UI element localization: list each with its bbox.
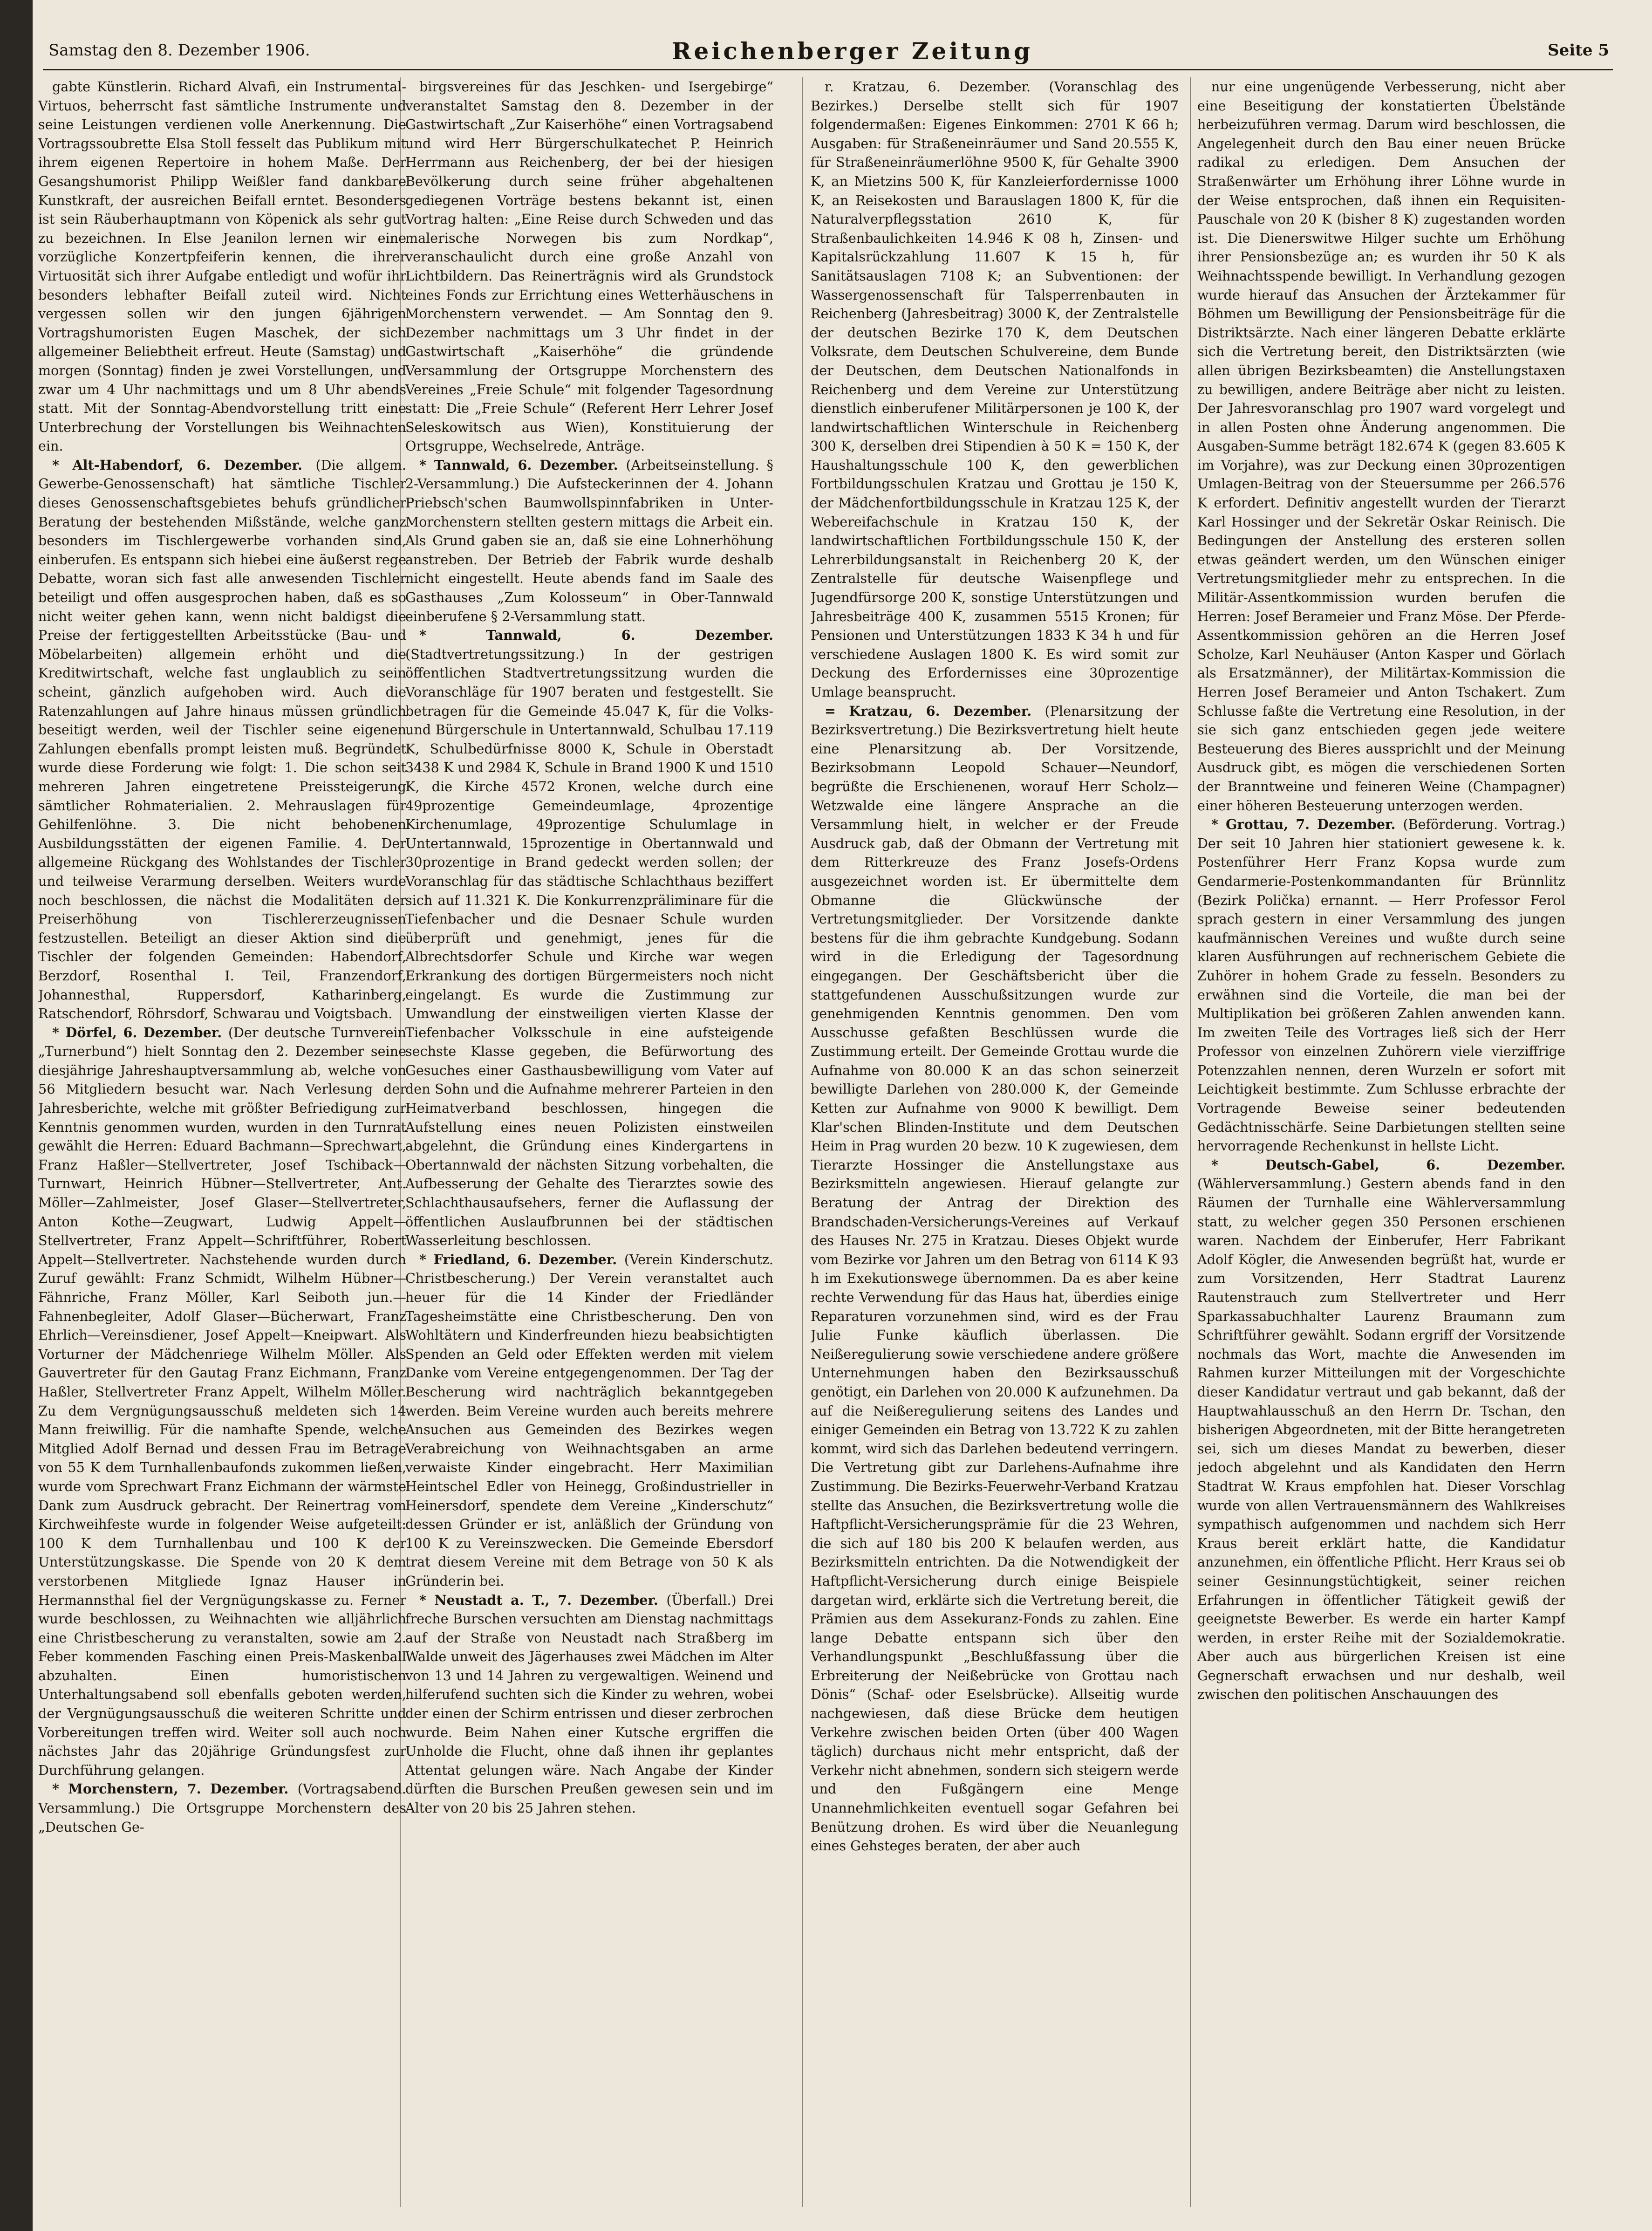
page-header bbox=[43, 37, 1613, 70]
column-1 bbox=[38, 77, 406, 2211]
article-dateline: * Alt-Habendorf, 6. Dezember. bbox=[52, 457, 316, 473]
article-text: (Die allgem. Gewerbe-Genossenschaft) hat sämtliche Tischler dieses Genossenschaftsgebietes behufs gründlicher Beratung der bestehenden Mißstände, welche ganz besonders im Tischlergewerbe vorhanden sind, einberufen. Es entspann sich hiebei eine äußerst rege Debatte, woran sich fast alle anwesenden Tischler beteiligt und offen ausgesprochen haben, daß es so nicht weiter gehen kann, wenn nicht baldigst die Preise der fertiggestellten Arbeitsstücke (Bau- und Möbelarbeiten) allgemein erhöht und die Kreditwirtschaft, welche fast unglaublich zu sein scheint, gänzlich aufgehoben wird. Auch die Ratenzahlungen auf Jahre hinaus müssen gründlich beseitigt werden, weil der Tischler seine eigenen Zahlungen ebenfalls prompt leisten muß. Begründet wurde diese Forderung wie folgt: 1. Die schon seit mehreren Jahren eingetretene Preissteigerung sämtlicher Rohmaterialien. 2. Mehrauslagen für Gehilfenlöhne. 3. Die nicht behobenen Ausbildungsstätten der eigenen Familie. 4. Der allgemeine Rückgang des Wohlstandes der Tischler und teilweise Verarmung derselben. Weiters wurde noch beschlossen, die nächst die Modalitäten der Preiserhöhung von Tischlererzeugnissen festzustellen. Beteiligt an dieser Aktion sind die Tischler der folgenden Gemeinden: Habendorf, Berzdorf, Rosenthal I. Teil, Franzendorf, Johannesthal, Ruppersdorf, Katharinberg, Ratschendorf, Röhrsdorf, Schwarau und Voigtsbach. bbox=[38, 457, 406, 1022]
article-text: (Beförderung. Vortrag.) Der seit 10 Jahren hier stationiert gewesene k. k. Postenführer Herr Franz Kopsa wurde zum Gendarmerie-Postenkommandanten für Brünnlitz (Bezirk Polička) ernannt. — Herr Professor Ferol sprach gestern in einer Versammlung des jungen kaufmännischen Vereines und wußte durch seine klaren Ausführungen auf rechnerischem Gebiete die Zuhörer in hohem Grade zu fesseln. Besonders zu erwähnen sind die Vorteile, die man bei der Multiplikation bei größeren Zahlen anwenden kann. Im zweiten Teile des Vortrages ließ sich der Herr Professor von einzelnen Zuhörern viele vierziffrige Potenzzahlen nennen, deren Wurzeln er sofort mit Leichtigkeit bestimmte. Zum Schlusse erbrachte der Vortragende Beweise seiner bedeutenden Gedächtnisschärfe. Seine Darbietungen stellten seine hervorragende Rechenkunst in hellste Licht. bbox=[1197, 816, 1565, 1154]
article-dateline: * Deutsch-Gabel, 6. Dezember. bbox=[1211, 1157, 1565, 1173]
article-paragraph bbox=[1197, 1156, 1565, 1704]
column-rule bbox=[802, 77, 803, 2207]
article-paragraph bbox=[405, 1591, 773, 1818]
article-text: (Verein Kinderschutz. Christbescherung.) Der Verein veranstaltet auch heuer für die 14 Kinder der Friedländer Tagesheimstätte eine Christbescherung. Den von Wohltätern und Kinderfreunden hiezu beabsichtigten Spenden an Geld oder Effekten werden mit vielem Danke vom Vereine entgegengenommen. Der Tag der Bescherung wird nachträglich bekanntgegeben werden. Beim Vereine wurden auch bereits mehrere Ansuchen aus Gemeinden des Bezirkes wegen Verabreichung von Weihnachtsgaben an arme verwaiste Kinder eingebracht. Herr Maximilian Heintschel Edler von Heinegg, Großindustrieller in Heinersdorf, spendete dem Vereine „Kinderschutz“ dessen Gründer er ist, anläßlich der Gründung von 100 K zu Vereinszwecken. Die Gemeinde Ebersdorf trat diesem Vereine mit dem Betrage von 50 K als Gründerin bei. bbox=[405, 1251, 773, 1589]
article-text: birgsvereines für das Jeschken- und Isergebirge“ veranstaltet Samstag den 8. Dezember in der Gastwirtschaft „Zur Kaiserhöhe“ einen Vortragsabend und wird Herr Bürgerschulkatechet P. Heinrich Herrmann aus Reichenberg, der bei der hiesigen Bevölkerung durch seine früher abgehaltenen gediegenen Vorträge bestens bekannt ist, einen Vortrag halten: „Eine Reise durch Schweden und das malerische Norwegen bis zum Nordkap“, veranschaulicht durch eine große Anzahl von Lichtbildern. Das Reinerträgnis wird als Grundstock eines Fonds zur Errichtung eines Wetterhäuschens in Morchenstern verwendet. — Am Sonntag den 9. Dezember nachmittags um 3 Uhr findet in der Gastwirtschaft „Kaiserhöhe“ die gründende Versammlung der Ortsgruppe Morchenstern des Vereines „Freie Schule“ mit folgender Tagesordnung statt: Die „Freie Schule“ (Referent Herr Lehrer Josef Seleskowitsch aus Wien), Konstituierung der Ortsgruppe, Wechselrede, Anträge. bbox=[405, 79, 773, 454]
article-text: (Plenarsitzung der Bezirksvertretung.) Die Bezirksvertretung hielt heute eine Plenarsitzung ab. Der Vorsitzende, Bezirksobmann Leopold Schauer—Neundorf, begrüßte die Erschienenen, worauf Herr Scholz—Wetzwalde eine längere Ansprache an die Versammlung hielt, in welcher er der Freude Ausdruck gab, daß der Obmann der Vertretung mit dem Ritterkreuze des Franz Josefs-Ordens ausgezeichnet worden ist. Er übermittelte dem Obmanne die Glückwünsche der Vertretungsmitglieder. Der Vorsitzende dankte bestens für die ihm gebrachte Kundgebung. Sodann wird in die Erledigung der Tagesordnung eingegangen. Der Geschäftsbericht über die stattgefundenen Ausschußsitzungen wurde zur genehmigenden Kenntnis genommen. Den vom Ausschusse gefaßten Beschlüssen wurde die Zustimmung erteilt. Der Gemeinde Grottau wurde die Aufnahme von 80.000 K an das schon seinerzeit bewilligte Darlehen von 280.000 K, der Gemeinde Ketten zur Aufnahme von 9000 K bewilligt. Dem Klar'schen Blinden-Institute und dem Deutschen Heim in Prag wurden 20 bezw. 10 K zugewiesen, dem Tierarzte Hossinger die Anstellungstaxe aus Bezirksmitteln angewiesen. Hierauf gelangte zur Beratung der Antrag der Direktion des Brandschaden-Versicherungs-Vereines auf Verkauf des Hauses Nr. 275 in Kratzau. Dieses Objekt wurde vom Bezirke vor Jahren um den Betrag von 6114 K 93 h im Exekutionswege übernommen. Da es aber keine rechte Verwendung für das Haus hat, überdies einige Reparaturen vorzunehmen sind, wird es der Frau Julie Funke käuflich überlassen. Die Neißeregulierung sowie verschiedene andere größere Unternehmungen haben den Bezirksausschuß genötigt, ein Darlehen von 20.000 K aufzunehmen. Da auf die Neißeregulierung seitens des Landes und einiger Gemeinden ein Betrag von 13.722 K zu zahlen kommt, wird sich das Darlehen bedeutend verringern. Die Vertretung gibt zur Darlehens-Aufnahme ihre Zustimmung. Die Bezirks-Feuerwehr-Verband Kratzau stellte das Ansuchen, die Bezirksvertretung wolle die Haftpflicht-Versicherungsprämie für die 23 Wehren, die sich auf 180 bis 200 K belaufen werden, aus Bezirksmitteln entrichten. Da die Notwendigkeit der Haftpflicht-Versicherung durch einige Beispiele dargetan wird, erklärte sich die Vertretung bereit, die Prämien aus dem Assekuranz-Fonds zu zahlen. Eine lange Debatte entspann sich über den Verhandlungspunkt „Beschlußfassung über die Erbreiterung der Neißebrücke von Grottau nach Dönis“ (Schaf- oder Eselsbrücke). Allseitig wurde nachgewiesen, daß diese Brücke dem heutigen Verkehre zwischen beiden Orten (über 400 Wagen täglich) durchaus nicht mehr entspricht, daß der Verkehr nicht abnehmen, sondern sich steigern werde und den Fußgängern eine Menge Unannehmlichkeiten eventuell sogar Gefahren bei Benützung drohen. Es wird über die Neuanlegung eines Gehsteges beraten, der aber auch bbox=[811, 703, 1179, 1854]
article-text: (Arbeitseinstellung. § 2-Versammlung.) Die Aufsteckerinnen der 4. Johann Priebsch'schen Baumwollspinnfabriken in Unter-Morchenstern stellten gestern mittags die Arbeit ein. Als Grund gaben sie an, daß sie eine Lohnerhöhung anstreben. Der Betrieb der Fabrik wurde deshalb nicht eingestellt. Heute abends fand im Saale des Gasthauses „Zum Kolosseum“ in Ober-Tannwald einberufene § 2-Versammlung statt. bbox=[405, 457, 773, 624]
article-dateline: * Neustadt a. T., 7. Dezember. bbox=[419, 1592, 667, 1608]
article-paragraph bbox=[38, 77, 406, 456]
article-dateline: * Friedland, 6. Dezember. bbox=[419, 1251, 624, 1267]
newspaper-title: Reichenberger Zeitung bbox=[672, 37, 1033, 65]
article-dateline: = Kratzau, 6. Dezember. bbox=[825, 703, 1045, 719]
column-rule bbox=[1190, 77, 1191, 2207]
article-paragraph bbox=[405, 626, 773, 1250]
article-dateline: * Tannwald, 6. Dezember. bbox=[419, 457, 626, 473]
article-dateline: * Morchenstern, 7. Dezember. bbox=[52, 1781, 298, 1797]
article-paragraph bbox=[38, 1779, 406, 1836]
article-paragraph bbox=[405, 456, 773, 626]
article-paragraph bbox=[38, 1023, 406, 1780]
article-paragraph bbox=[811, 77, 1179, 702]
article-text: (Wählerversammlung.) Gestern abends fand in den Räumen der Turnhalle eine Wählerversammlung statt, zu welcher gegen 350 Personen erschienen waren. Nachdem der Einberufer, Herr Fabrikant Adolf Kögler, die Anwesenden begrüßt hat, wurde er zum Vorsitzenden, Herr Stadtrat Laurenz Rautenstrauch zum Stellvertreter und Herr Sparkassabuchhalter Laurenz Braumann zum Schriftführer gewählt. Sodann ergriff der Vorsitzende nochmals das Wort, machte die Anwesenden im Rahmen kurzer Mitteilungen mit der Vorgeschichte dieser Kandidatur vertraut und gab bekannt, daß der Hauptwahlausschuß an den Herrn Dr. Tschan, den bisherigen Abgeordneten, mit der Bitte herangetreten sei, sich um dieses Mandat zu bewerben, dieser jedoch abgelehnt und als Kandidaten den Herrn Stadtrat W. Kraus empfohlen hat. Dieser Vorschlag wurde von allen Vertrauensmännern des Wahlkreises sympathisch aufgenommen und nachdem sich Herr Kraus bereit erklärt hatte, die Kandidatur anzunehmen, ein öffentliche Pflicht. Herr Kraus sei ob seiner Gesinnungstüchtigkeit, seiner reichen Erfahrungen in öffentlicher Tätigkeit gewiß der geeignetste Bewerber. Es werde ein harter Kampf werden, in erster Reihe mit der Sozialdemokratie. Aber auch aus bürgerlichen Kreisen ist eine Gegnerschaft erwachsen und nur deshalb, weil zwischen den politischen Anschauungen des bbox=[1197, 1176, 1565, 1703]
article-paragraph bbox=[1197, 77, 1565, 815]
article-dateline: * Tannwald, 6. Dezember. bbox=[419, 627, 773, 643]
article-paragraph bbox=[1197, 815, 1565, 1156]
article-text: gabte Künstlerin. Richard Alvafi, ein Instrumental-Virtuos, beherrscht fast sämtliche Instrumente und seine Leistungen verdienen volle Anerkennung. Die Vortragssoubrette Elsa Stoll fesselt das Publikum mit ihrem eigenen Repertoire in hohem Maße. Der Gesangshumorist Philipp Weißler fand dankbare Kunstkraft, der ausreichen Beifall erntet. Besonders ist sein Räuberhauptmann von Köpenick als sehr gut zu bezeichnen. In Else Jeanilon lernen wir eine vorzügliche Konzertpfeiferin kennen, die ihrer Virtuosität sich ihrer Aufgabe entledigt und wofür ihr besonders lebhafter Beifall zuteil wird. Nicht vergessen sollen wir den jungen 6jährigen Vortragshumoristen Eugen Maschek, der sich allgemeiner Beliebtheit erfreut. Heute (Samstag) und morgen (Sonntag) finden je zwei Vorstellungen, und zwar um 4 Uhr nachmittags und um 8 Uhr abends statt. Mit der Sonntag-Abendvorstellung tritt eine Unterbrechung der Vorstellungen bis Weihnachten ein. bbox=[38, 79, 406, 454]
header-date: Samstag den 8. Dezember 1906. bbox=[48, 41, 310, 60]
article-text: r. Kratzau, 6. Dezember. (Voranschlag des Bezirkes.) Derselbe stellt sich für 1907 folgendermaßen: Eigenes Einkommen: 2701 K 66 h; Ausgaben: für Straßeneinräumer und Sand 20.555 K, für Straßeneinräumerlöhne 9500 K, für Gehalte 3900 K, an Mietzins 500 K, für Kanzleierfordernisse 1000 K, an Reisekosten und Barauslagen 1800 K, für die Naturalverpflegsstation 2610 K, für Straßenbaulichkeiten 14.946 K 08 h, Zinsen- und Kapitalsrückzahlung 11.607 K 15 h, für Sanitätsauslagen 7108 K; an Subventionen: der Wassergenossenschaft für Talsperrenbauten in Reichenberg (Jahresbeitrag) 3000 K, der Zentralstelle der deutschen Bezirke 170 K, dem Deutschen Volksrate, dem Deutschen Schulvereine, dem Bunde der Deutschen, dem Deutschen Nationalfonds in Reichenberg und dem Vereine zur Unterstützung dienstlich einberufener Militärpersonen je 100 K, der landwirtschaftlichen Winterschule in Reichenberg 300 K, derselben drei Stipendien à 50 K = 150 K, der Haushaltungsschule 100 K, den gewerblichen Fortbildungsschulen Kratzau und Grottau je 150 K, der Mädchenfortbildungsschule in Kratzau 125 K, der Webereifachschule in Kratzau 150 K, der landwirtschaftlichen Fortbildungsschule 150 K, der Lehrerbildungsanstalt in Reichenberg 20 K, der Zentralstelle für deutsche Waisenpflege und Jugendfürsorge 200 K, sonstige Unterstützungen und Jahresbeiträge 400 K, zusammen 5515 Kronen; für Pensionen und Unterstützungen 1833 K 34 h und für verschiedene Auslagen 1800 K. Es wird somit zur Deckung des Erfordernisses eine 30prozentige Umlage beansprucht. bbox=[811, 79, 1179, 700]
article-text: (Der deutsche Turnverein „Turnerbund“) hielt Sonntag den 2. Dezember seine diesjährige Jahreshauptversammlung ab, welche von 56 Mitgliedern besucht war. Nach Verlesung der Jahresberichte, welche mit größter Befriedigung zur Kenntnis genommen wurden, wurden in den Turnrat gewählt die Herren: Eduard Bachmann—Sprechwart, Franz Haßler—Stellvertreter, Josef Tschiback—Turnwart, Heinrich Hübner—Stellvertreter, Ant. Möller—Zahlmeister, Josef Glaser—Stellvertreter, Anton Kothe—Zeugwart, Ludwig Appelt—Stellvertreter, Franz Appelt—Schriftführer, Robert Appelt—Stellvertreter. Nachstehende wurden durch Zuruf gewählt: Franz Schmidt, Wilhelm Hübner—Fähnriche, Franz Möller, Karl Seiboth jun.—Fahnenbegleiter, Adolf Glaser—Bücherwart, Franz Ehrlich—Vereinsdiener, Josef Appelt—Kneipwart. Als Vorturner der Mädchenriege Wilhelm Möller. Als Gauvertreter für den Gautag Franz Eichmann, Franz Haßler, Stellvertreter Franz Appelt, Wilhelm Möller. Zu dem Vergnügungsausschuß meldeten sich 14 Mann freiwillig. Für die namhafte Spende, welche Mitglied Adolf Bernad und dessen Frau im Betrage von 55 K dem Turnhallenbaufonds zukommen ließen, wurde vom Sprechwart Franz Eichmann der wärmste Dank zum Ausdruck gebracht. Der Reinertrag vom Kirchweihfeste wurde in folgender Weise aufgeteilt: 100 K dem Turnhallenbau und 100 K der Unterstützungskasse. Die Spende von 20 K dem verstorbenen Mitgliede Ignaz Hauser in Hermannsthal fiel der Vergnügungskasse zu. Ferner wurde beschlossen, zu Weihnachten wie alljährlich eine Christbescherung zu veranstalten, sowie am 2. Feber kommenden Fasching einen Preis-Maskenball abzuhalten. Einen humoristischen Unterhaltungsabend soll ebenfalls geboten werden, der Vergnügungsausschuß die weiteren Schritte und Vorbereitungen treffen wird. Weiter soll auch noch nächstes Jahr das 20jährige Gründungsfest zur Durchführung gelangen. bbox=[38, 1024, 406, 1778]
article-text: (Stadtvertretungssitzung.) In der gestrigen öffentlichen Stadtvertretungssitzung wurden die Voranschläge für 1907 beraten und festgestellt. Sie betragen für die Gemeinde 45.047 K, für die Volks- und Bürgerschule in Untertannwald, Schulbau 17.119 K, Schulbedürfnisse 8000 K, Schule in Oberstadt 3438 K und 2984 K, Schule in Brand 1900 K und 1510 K, die Kirche 4572 Kronen, welche durch eine 49prozentige Gemeindeumlage, 4prozentige Kirchenumlage, 49prozentige Schulumlage in Untertannwald, 15prozentige in Obertannwald und 30prozentige in Brand gedeckt werden sollen; der Voranschlag für das städtische Schlachthaus beziffert sich auf 11.321 K. Die Konkurrenzpräliminare für die Tiefenbacher und die Desnaer Schule wurden überprüft und genehmigt, jenes für die Albrechtsdorfer Schule und Kirche war wegen Erkrankung des dortigen Bürgermeisters noch nicht eingelangt. Es wurde die Zustimmung zur Umwandlung der einstweiligen vierten Klasse der Tiefenbacher Volksschule in eine aufsteigende sechste Klasse gegeben, die Befürwortung des Gesuches einer Gasthausbewilligung vom Vater auf den Sohn und die Aufnahme mehrerer Parteien in den Heimatverband beschlossen, hingegen die Aufstellung eines neuen Polizisten einstweilen abgelehnt, die Gründung eines Kindergartens in Obertannwald der nächsten Sitzung vorbehalten, die Aufbesserung der Gehalte des Tierarztes sowie des Schlachthausaufsehers, ferner die Auflassung der öffentlichen Auslaufbrunnen bei der städtischen Wasserleitung beschlossen. bbox=[405, 646, 773, 1249]
article-dateline: * Grottau, 7. Dezember. bbox=[1211, 816, 1403, 833]
article-paragraph bbox=[38, 456, 406, 1023]
article-text: (Überfall.) Drei freche Burschen versuchten am Dienstag nachmittags auf der Straße von Neustadt nach Straßberg im Walde unweit des Jägerhauses zwei Mädchen im Alter von 13 und 14 Jahren zu vergewaltigen. Weinend und hilferufend suchten sich die Kinder zu wehren, wobei der einen der Schirm entrissen und dieser zerbrochen wurde. Beim Nahen einer Kutsche ergriffen die Unholde die Flucht, ohne daß ihnen ihr geplantes Attentat gelungen wäre. Nach Angabe der Kinder dürften die Burschen Preußen gewesen sein und im Alter von 20 bis 25 Jahren stehen. bbox=[405, 1592, 773, 1816]
article-paragraph bbox=[405, 77, 773, 456]
adjacent-page-edge bbox=[0, 0, 33, 2231]
column-3 bbox=[811, 77, 1179, 2211]
page-number: Seite 5 bbox=[1548, 41, 1609, 60]
article-paragraph bbox=[811, 702, 1179, 1855]
article-text: (Vortragsabend. Versammlung.) Die Ortsgruppe Morchenstern des „Deutschen Ge- bbox=[38, 1781, 406, 1835]
article-text: nur eine ungenügende Verbesserung, nicht aber eine Beseitigung der konstatierten Übelstände herbeizuführen vermag. Darum wird beschlossen, die Angelegenheit durch den Bau einer neuen Brücke radikal zu erledigen. Dem Ansuchen der Straßenwärter um Erhöhung ihrer Löhne wurde in der Weise entsprochen, daß ihnen ein Requisiten-Pauschale von 20 K (bisher 8 K) zugestanden worden ist. Die Dienerswitwe Hilger suchte um Erhöhung ihrer Pensionsbezüge an; es wurden ihr 50 K als Weihnachtsspende bewilligt. In Verhandlung gezogen wurde hierauf das Ansuchen der Ärztekammer für Böhmen um Bewilligung der Pensionsbeiträge für die Distriktsärzte. Nach einer längeren Debatte erklärte sich die Vertretung bereit, den Distriktsärzten (wie allen übrigen Bezirksbeamten) die Anstellungstaxen zu bewilligen, andere Beiträge aber nicht zu leisten. Der Jahresvoranschlag pro 1907 ward vorgelegt und in allen Posten ohne Änderung angenommen. Die Ausgaben-Summe beträgt 182.674 K (gegen 83.605 K im Vorjahre), was zur Deckung einen 30prozentigen Umlagen-Beitrag von der Steuersumme per 266.576 K erfordert. Definitiv angestellt wurden der Tierarzt Karl Hossinger und der Sekretär Oskar Reinisch. Die Bedingungen der Anstellung des ersteren sollen etwas geändert werden, um den Wünschen einiger Vertretungsmitglieder mehr zu entsprechen. In die Militär-Assentkommission wurden berufen die Herren: Josef Berameier und Franz Möse. Der Pferde-Assentkommission gehören an die Herren Josef Scholze, Karl Neuhäuser (Anton Kasper und Görlach als Ersatzmänner), der Militärtax-Kommission die Herren Josef Berameier und Anton Tschakert. Zum Schlusse faßte die Vertretung eine Resolution, in der sie sich ganz entschieden gegen jede weitere Besteuerung des Bieres aussprichlt und der Meinung Ausdruck gibt, es mögen die verschiedenen Sorten der Branntweine und feineren Weine (Champagner) einer höheren Besteuerung unterzogen werden. bbox=[1197, 79, 1565, 814]
article-dateline: * Dörfel, 6. Dezember. bbox=[52, 1024, 228, 1040]
article-paragraph bbox=[405, 1250, 773, 1591]
column-2 bbox=[405, 77, 773, 2211]
column-4 bbox=[1197, 77, 1565, 2211]
